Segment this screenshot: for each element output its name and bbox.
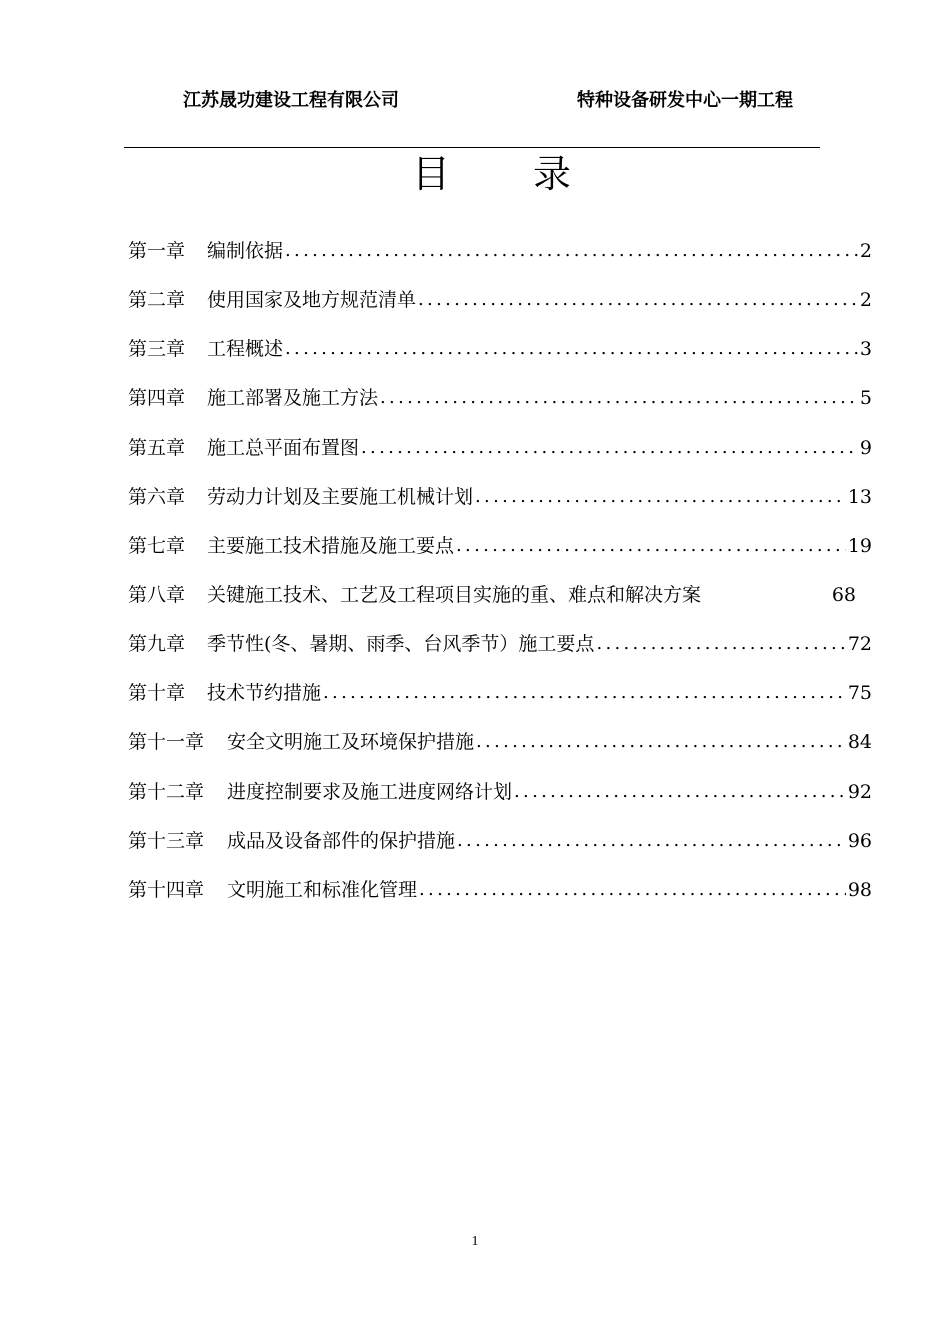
toc-leader-dots	[475, 481, 846, 513]
toc-page-number: 19	[847, 534, 872, 557]
toc-chapter-title: 关键施工技术、工艺及工程项目实施的重、难点和解决方案	[207, 583, 702, 606]
toc-chapter-title: 技术节约措施	[207, 682, 322, 705]
toc-entry[interactable]	[128, 284, 872, 333]
toc-entry[interactable]	[128, 530, 872, 579]
toc-chapter-number: 第四章	[128, 387, 186, 410]
toc-page-number: 68	[831, 583, 856, 606]
toc-chapter-title: 成品及设备部件的保护措施	[227, 829, 456, 852]
toc-chapter-number: 第七章	[128, 534, 186, 557]
toc-chapter-title: 季节性(冬、暑期、雨季、台风季节）施工要点	[207, 633, 595, 656]
toc-leader-dots	[514, 776, 846, 808]
toc-page-number: 3	[859, 338, 872, 361]
toc-chapter-title: 文明施工和标准化管理	[227, 878, 418, 901]
toc-entry[interactable]	[128, 726, 872, 775]
toc-leader-dots	[323, 677, 846, 709]
toc-heading	[0, 143, 950, 196]
toc-chapter-number: 第八章	[128, 583, 186, 606]
toc-entry[interactable]	[128, 382, 872, 431]
toc-chapter-title: 安全文明施工及环境保护措施	[227, 731, 475, 754]
toc-page-number: 75	[847, 682, 872, 705]
toc-entry[interactable]	[128, 874, 872, 923]
toc-chapter-number: 第六章	[128, 485, 186, 508]
toc-leader-dots	[457, 825, 846, 857]
toc-chapter-number: 第十二章	[128, 780, 205, 803]
toc-page-number: 98	[847, 878, 872, 901]
toc-heading-char-1: 目	[412, 152, 451, 196]
toc-page-number: 2	[859, 240, 872, 262]
toc-chapter-number: 第五章	[128, 436, 186, 459]
toc-leader-dots	[285, 235, 858, 267]
toc-chapter-title: 劳动力计划及主要施工机械计划	[207, 485, 474, 508]
page-number: 1	[471, 1234, 479, 1249]
toc-chapter-number: 第十章	[128, 682, 186, 705]
toc-chapter-number: 第二章	[128, 289, 186, 312]
toc-chapter-number: 第十三章	[128, 829, 205, 852]
toc-chapter-title: 工程概述	[207, 338, 284, 361]
toc-chapter-title: 进度控制要求及施工进度网络计划	[227, 780, 513, 803]
toc-entry[interactable]	[128, 628, 872, 677]
toc-chapter-number: 第一章	[128, 240, 186, 262]
toc-entry[interactable]	[128, 481, 872, 530]
toc-heading-char-2: 录	[533, 152, 572, 196]
toc-page-number: 84	[847, 731, 872, 754]
toc-chapter-number: 第三章	[128, 338, 186, 361]
toc-leader-dots	[476, 726, 846, 758]
table-of-contents	[128, 235, 872, 923]
page-header	[0, 86, 950, 116]
toc-chapter-title: 主要施工技术措施及施工要点	[207, 534, 455, 557]
toc-entry[interactable]	[128, 776, 872, 825]
toc-page-number: 2	[859, 289, 872, 312]
toc-entry[interactable]	[128, 333, 872, 382]
toc-chapter-title: 施工部署及施工方法	[207, 387, 379, 410]
toc-page-number: 92	[847, 780, 872, 803]
toc-entry[interactable]	[128, 825, 872, 874]
toc-chapter-title: 使用国家及地方规范清单	[207, 289, 417, 312]
toc-entry[interactable]	[128, 579, 872, 628]
toc-leader-dots	[419, 874, 846, 906]
toc-leader-dots	[380, 382, 858, 414]
toc-leader-dots	[361, 432, 858, 464]
toc-chapter-title: 施工总平面布置图	[207, 436, 360, 459]
toc-chapter-number: 第十四章	[128, 878, 205, 901]
toc-leader-dots	[285, 333, 858, 365]
toc-chapter-title: 编制依据	[207, 240, 284, 262]
toc-page-number: 5	[859, 387, 872, 410]
toc-chapter-number: 第十一章	[128, 731, 205, 754]
toc-page-number: 13	[847, 485, 872, 508]
toc-leader-dots	[596, 628, 845, 660]
toc-page-number: 72	[847, 633, 872, 656]
toc-leader-dots	[418, 284, 858, 316]
toc-page-number: 96	[847, 829, 872, 852]
project-name: 特种设备研发中心一期工程	[577, 90, 793, 111]
toc-entry[interactable]	[128, 677, 872, 726]
toc-entry[interactable]	[128, 235, 872, 284]
toc-entry[interactable]	[128, 432, 872, 481]
company-name: 江苏晟功建设工程有限公司	[183, 90, 399, 111]
toc-chapter-number: 第九章	[128, 633, 186, 656]
toc-leader-dots	[456, 530, 846, 562]
toc-page-number: 9	[859, 436, 872, 459]
